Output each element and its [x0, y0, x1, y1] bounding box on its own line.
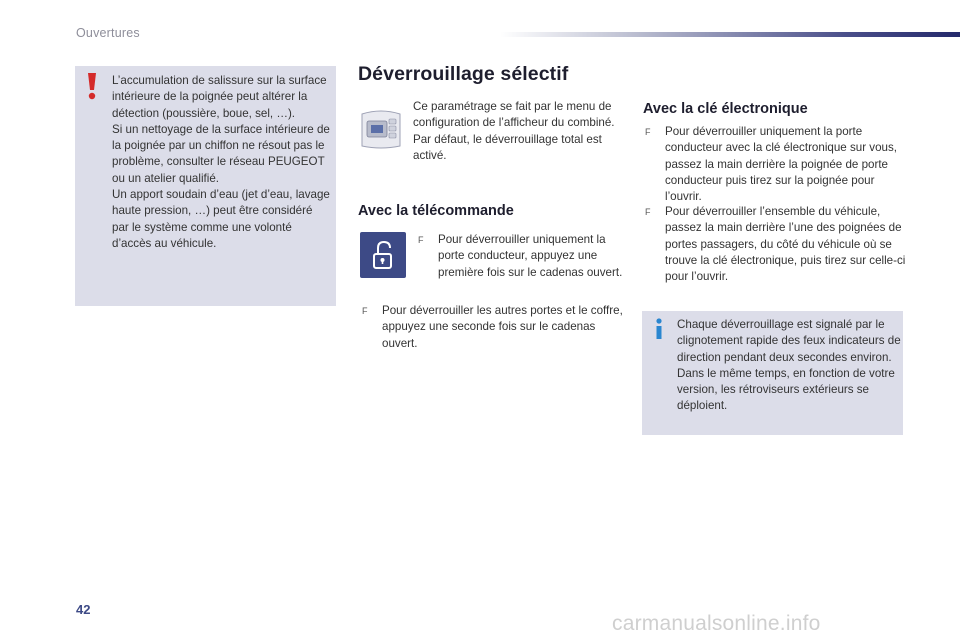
unlock-padlock-icon — [360, 232, 406, 278]
page-title: Déverrouillage sélectif — [358, 63, 569, 85]
list-item — [645, 124, 907, 205]
exclamation-icon — [84, 71, 100, 101]
list-item-text: Pour déverrouiller uniquement la porte conducteur avec la clé électronique sur vous, passez la main derrière la poignée de porte conducteur puis tirez sur la poignée pour l’ouvrir. — [665, 125, 898, 204]
warning-paragraph: Un apport soudain d’eau (jet d’eau, lavage haute pression, …) peut être considéré par le système comme une volonté d’accès au véhicule. — [112, 188, 330, 250]
page-number: 42 — [76, 602, 91, 617]
intro-paragraph: Ce paramétrage se fait par le menu de configuration de l’afficheur du combiné. — [413, 100, 615, 130]
list-item-text: Pour déverrouiller les autres portes et le coffre, appuyez une seconde fois sur le cadenas ouvert. — [382, 304, 623, 350]
intro-text — [413, 99, 623, 164]
bullet-marker: F — [645, 207, 651, 217]
bullet-marker: F — [645, 127, 651, 137]
section-title: Ouvertures — [76, 26, 140, 40]
remote-section-title: Avec la télécommande — [358, 203, 514, 219]
warning-paragraph: Si un nettoyage de la surface intérieure de la poignée par un chiffon ne résout pas le problème, consulter le réseau PEUGEOT ou un atelier qualifié. — [112, 122, 330, 185]
warning-text — [112, 73, 330, 252]
list-item — [645, 204, 907, 285]
header-bar — [500, 32, 960, 37]
info-paragraph: Chaque déverrouillage est signalé par le clignotement rapide des feux indicateurs de direction pendant deux secondes environ. — [677, 318, 901, 364]
bullet-marker: F — [362, 306, 368, 316]
list-item — [362, 303, 627, 352]
info-text — [677, 317, 902, 415]
list-item — [418, 232, 623, 281]
dashboard-display-icon — [358, 108, 404, 150]
warning-paragraph: L’accumulation de salissure sur la surface intérieure de la poignée peut altérer la détection (poussière, boue, sel, …). — [112, 74, 327, 120]
list-item-text: Pour déverrouiller l’ensemble du véhicule, passez la main derrière l’une des poignées de portes passagers, du côté du véhicule où se trouve la clé électronique, puis tirez sur celle-ci pour l’ouvrir. — [665, 205, 906, 284]
watermark: carmanualsonline.info — [612, 612, 821, 635]
intro-paragraph: Par défaut, le déverrouillage total est activé. — [413, 132, 602, 162]
key-section-title: Avec la clé électronique — [643, 101, 808, 117]
info-icon — [653, 318, 665, 340]
bullet-marker: F — [418, 235, 424, 245]
list-item-text: Pour déverrouiller uniquement la porte conducteur, appuyez une première fois sur le cadenas ouvert. — [438, 233, 623, 279]
info-paragraph: Dans le même temps, en fonction de votre version, les rétroviseurs extérieurs se déploient. — [677, 366, 895, 413]
